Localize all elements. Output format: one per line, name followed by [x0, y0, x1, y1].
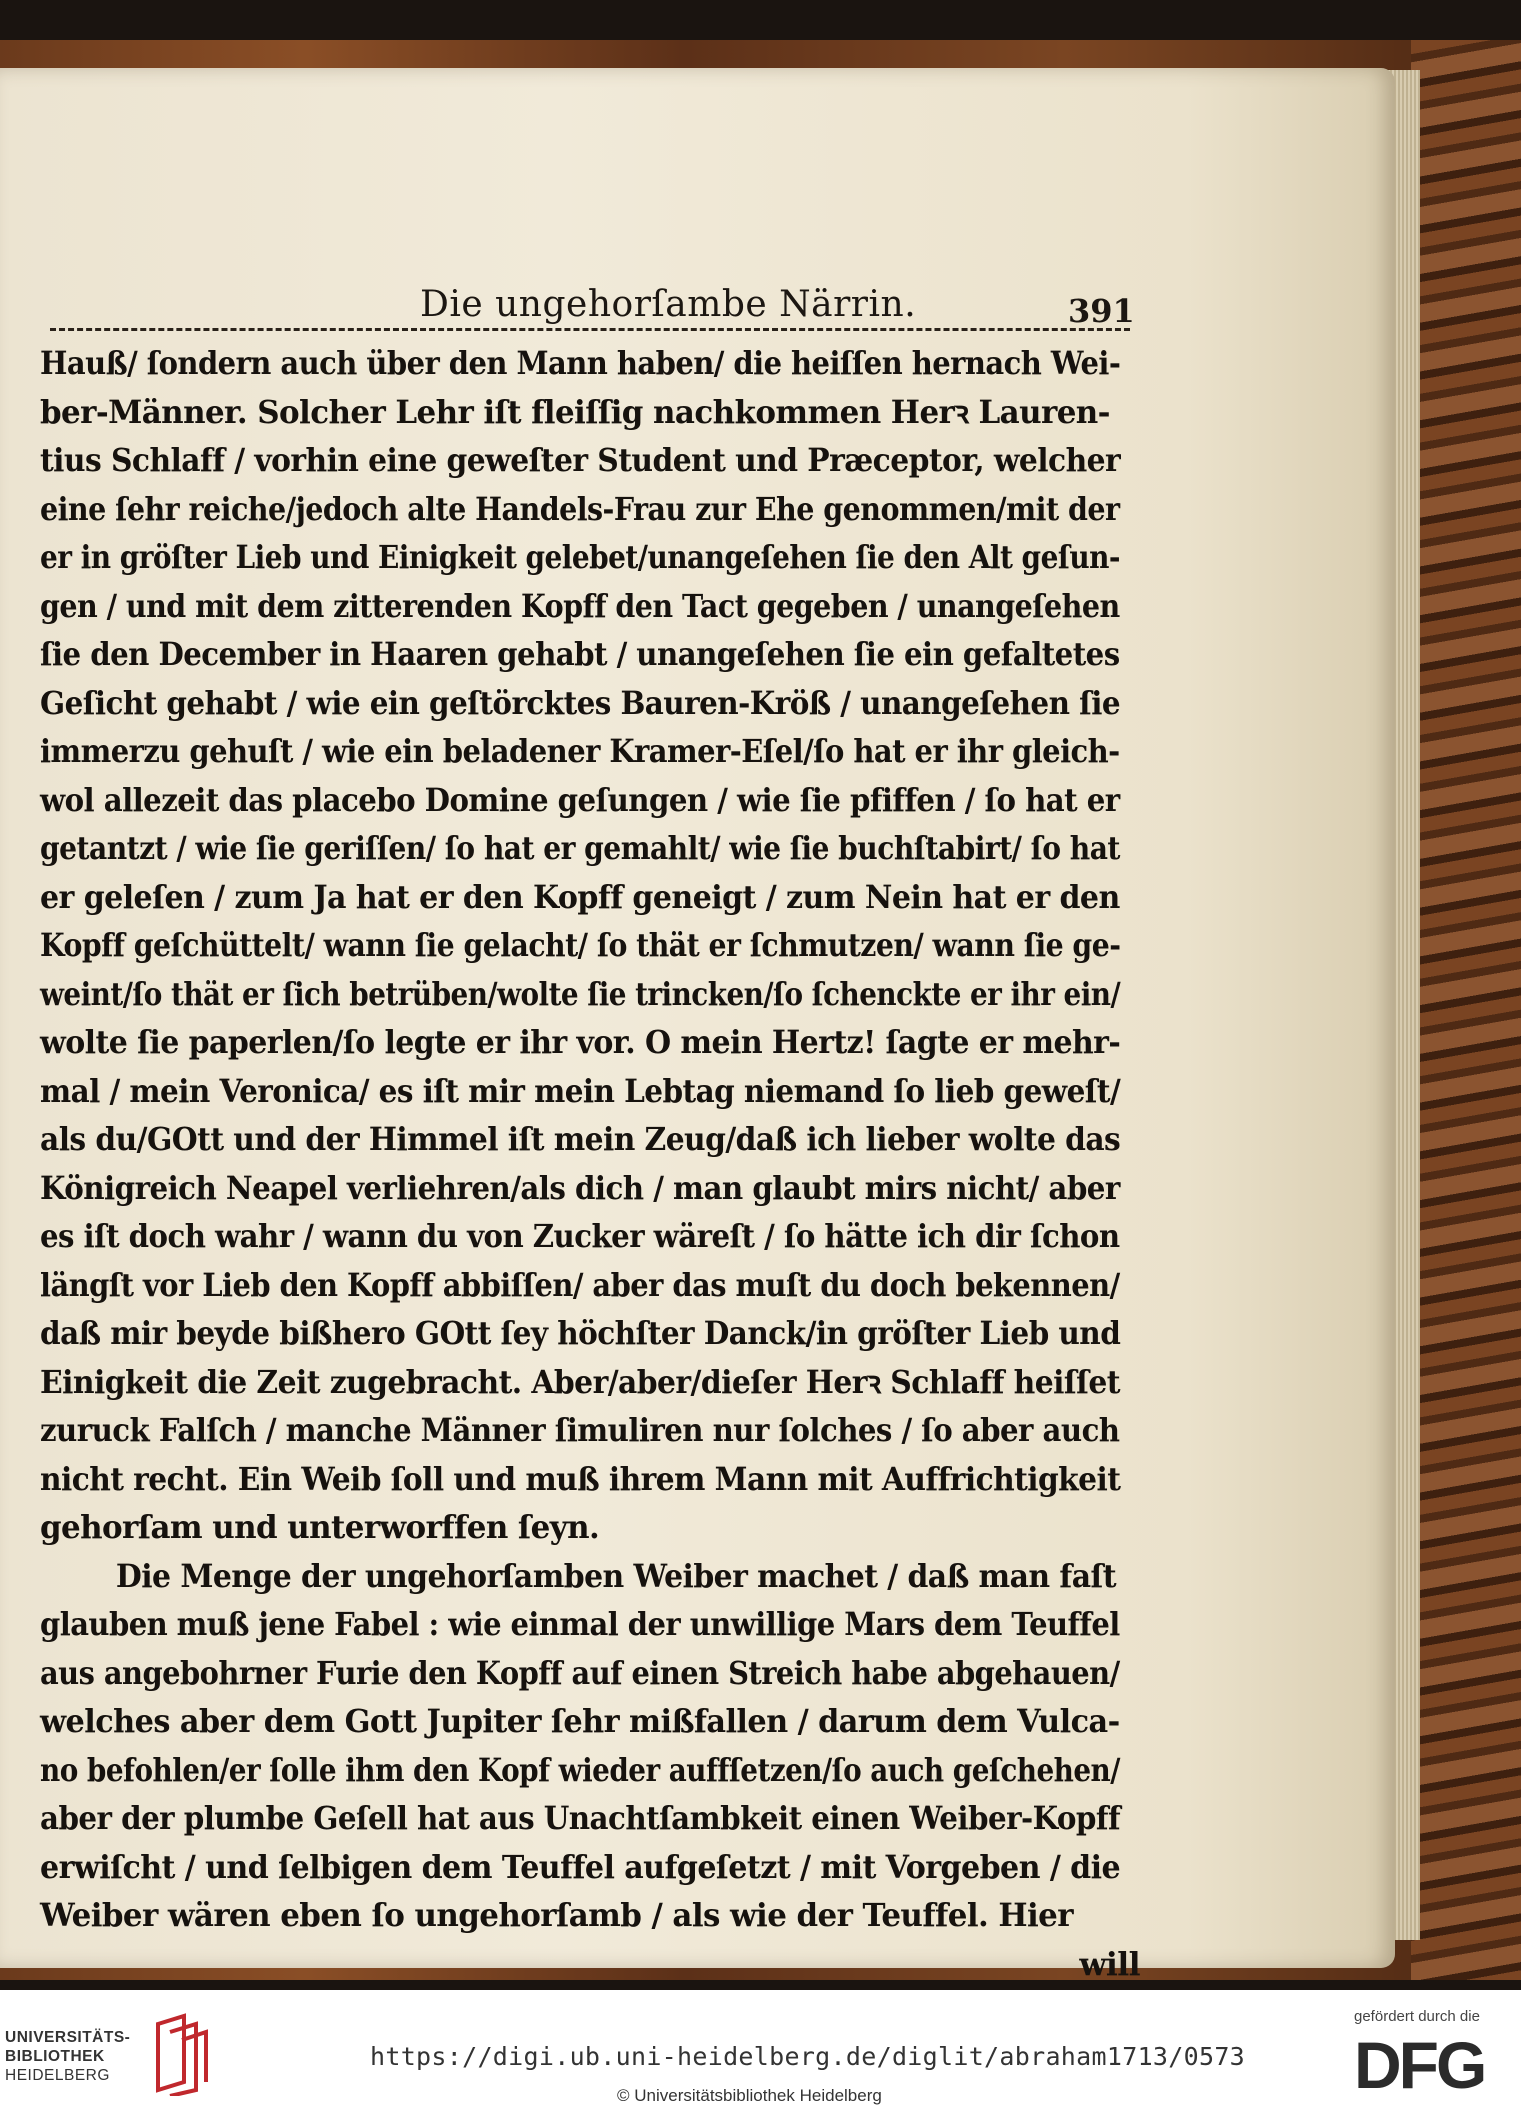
book-cover-edge: [1411, 40, 1521, 1980]
text-line: zuruck Falſch / manche Männer ſimuliren nur ſolches / ſo aber auch: [40, 1412, 1120, 1449]
copyright-notice: © Universitätsbibliothek Heidelberg: [617, 2086, 882, 2105]
library-name-line: BIBLIOTHEK: [5, 2048, 105, 2065]
library-name-line: UNIVERSITÄTS-: [5, 2029, 131, 2046]
running-head: [0, 216, 1395, 330]
text-line: gen / und mit dem zitterenden Kopff den Tact gegeben / unangeſehen: [40, 587, 1120, 625]
text-line: er in gröſter Lieb und Einigkeit gelebet/unangeſehen ſie den Alt geſun-: [40, 539, 1120, 576]
library-name-line: HEIDELBERG: [5, 2067, 110, 2084]
text-line: Die Menge der ungehorſamben Weiber machet / daß man faſt: [115, 1557, 1117, 1595]
permalink-url[interactable]: https://digi.ub.uni-heidelberg.de/diglit/abraham1713/0573: [370, 2042, 1246, 2071]
text-line: Einigkeit die Zeit zugebracht. Aber/aber/dieſer Herꝛ Schlaff heiſſet: [40, 1363, 1120, 1401]
library-logo-icon[interactable]: [152, 2012, 210, 2096]
text-line: nicht recht. Ein Weib ſoll und muß ihrem Mann mit Auffrichtigkeit: [40, 1460, 1121, 1498]
text-line: will: [1079, 1945, 1140, 1983]
text-line: Hauß/ ſondern auch über den Mann haben/ die heiſſen hernach Wei-: [40, 345, 1121, 382]
body-text: [40, 340, 1140, 1989]
text-line: welches aber dem Gott Jupiter ſehr mißfallen / darum dem Vulca-: [40, 1703, 1120, 1740]
dfg-logo[interactable]: DFG: [1354, 2028, 1485, 2102]
running-head-title: Die ungehorſambe Närrin.: [420, 284, 917, 325]
running-head-rule: [50, 328, 1130, 331]
text-line: erwiſcht / und ſelbigen dem Teuffel aufgeſetzt / mit Vorgeben / die: [40, 1848, 1121, 1886]
text-line: weint/ſo thät er ſich betrüben/wolte ſie trincken/ſo ſchenckte er ihr ein/: [40, 975, 1121, 1013]
library-logo-text[interactable]: [5, 2028, 130, 2085]
text-line: eine ſehr reiche/jedoch alte Handels-Frau zur Ehe genommen/mit der: [40, 490, 1120, 528]
page-number: 391: [1068, 292, 1135, 330]
text-line: Kopff geſchüttelt/ wann ſie gelacht/ ſo thät er ſchmutzen/ wann ſie ge-: [40, 927, 1121, 964]
viewer-footer: [0, 1990, 1521, 2119]
text-line: er geleſen / zum Ja hat er den Kopff geneigt / zum Nein hat er den: [40, 878, 1120, 916]
text-line: wol allezeit das placebo Domine geſungen / wie ſie pfiffen / ſo hat er: [40, 781, 1120, 819]
book-page: [0, 68, 1395, 1983]
text-line: aber der plumbe Geſell hat aus Unachtſambkeit einen Weiber-Kopff: [40, 1800, 1121, 1837]
funding-note: gefördert durch die: [1354, 2008, 1480, 2025]
text-line: Geſicht gehabt / wie ein geſtörcktes Bauren-Kröß / unangeſehen ſie: [40, 684, 1121, 722]
text-line: es iſt doch wahr / wann du von Zucker wäreſt / ſo hätte ich dir ſchon: [40, 1218, 1120, 1255]
text-line: längſt vor Lieb den Kopff abbiſſen/ aber das muſt du doch bekennen/: [40, 1266, 1120, 1304]
text-line: mal / mein Veronica/ es iſt mir mein Lebtag niemand ſo lieb geweſt/: [40, 1072, 1121, 1110]
text-line: glauben muß jene Fabel : wie einmal der unwillige Mars dem Teuffel: [40, 1606, 1120, 1643]
text-line: Weiber wären eben ſo ungehorſamb / als wie der Teuffel. Hier: [40, 1897, 1073, 1934]
text-line: wolte ſie paperlen/ſo legte er ihr vor. O mein Hertz! ſagte er mehr-: [40, 1024, 1121, 1061]
text-line: als du/GOtt und der Himmel iſt mein Zeug/daß ich lieber wolte das: [40, 1121, 1121, 1158]
text-line: aus angebohrner Furie den Kopff auf einen Streich habe abgehauen/: [40, 1654, 1120, 1692]
text-line: Königreich Neapel verliehren/als dich / man glaubt mirs nicht/ aber: [40, 1169, 1120, 1207]
text-line: daß mir beyde bißhero GOtt ſey höchſter Danck/in gröſter Lieb und: [40, 1315, 1121, 1352]
text-line: getantzt / wie ſie geriſſen/ ſo hat er gemahlt/ wie ſie buchſtabirt/ ſo hat: [40, 830, 1120, 867]
text-line: ſie den December in Haaren gehabt / unangeſehen ſie ein gefaltetes: [40, 636, 1120, 673]
text-line: immerzu gehuſt / wie ein beladener Kramer-Eſel/ſo hat er ihr gleich-: [40, 733, 1120, 770]
text-line: no befohlen/er ſolle ihm den Kopf wieder auffſetzen/ſo auch geſchehen/: [40, 1751, 1120, 1789]
text-line: tius Schlaff / vorhin eine geweſter Student und Præceptor, welcher: [40, 442, 1121, 479]
text-line: ber-Männer. Solcher Lehr iſt fleiſſig nachkommen Herꝛ Lauren-: [40, 393, 1110, 431]
text-line: gehorſam und unterworffen ſeyn.: [40, 1509, 600, 1546]
